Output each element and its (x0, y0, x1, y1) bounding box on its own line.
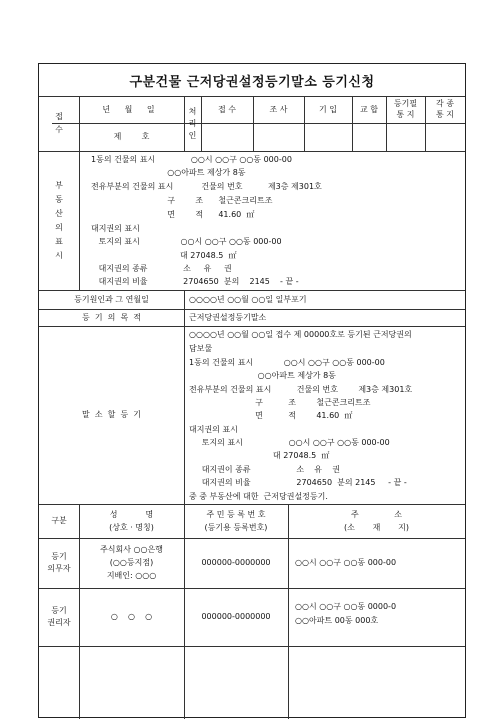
cancel-line: ○○○○년 ○○월 ○○일 접수 제 00000호로 등기된 근저당권의 (189, 330, 412, 339)
property-line: 구 조 철근콘크리트조 (91, 196, 273, 205)
parties-division-label: 구분 (51, 516, 67, 525)
holder-id: 000000-0000000 (201, 612, 271, 621)
form-title: 구분건물 근저당권설정등기말소 등기신청 (129, 74, 375, 90)
cancel-line: 대지권의 표시 (189, 425, 238, 434)
reception-col-review: 조 사 (269, 104, 288, 114)
cancel-line: ○○아파트 제상가 8동 (189, 371, 336, 380)
cancel-line: 중 중 부동산에 대한 근저당권설정등기. (189, 492, 328, 501)
cancel-line: 토지의 표시 ○○시 ○○구 ○○동 000-00 (189, 438, 390, 447)
property-line: ○○아파트 제상가 8동 (91, 168, 246, 177)
holder-address-line: ○○아파트 00동 000호 (295, 616, 379, 625)
cancel-line: 구 조 철근콘크리트조 (189, 398, 371, 407)
property-line: 면 적 41.60 ㎡ (91, 210, 255, 219)
obligor-name: 주식회사 ○○은행 (○○등지점) 지배인: ○○○ (100, 545, 163, 580)
holder-address-line: ○○시 ○○구 ○○동 0000-0 (295, 602, 397, 611)
property-line: 대지권의 표시 (91, 224, 140, 233)
reception-col-notice: 등기필 통 지 (393, 99, 418, 119)
reception-col-entry: 기 입 (319, 104, 337, 114)
property-line: 1동의 건물의 표시 ○○시 ○○구 ○○동 000-00 (91, 155, 292, 164)
cancel-line: 담보물 (189, 344, 213, 353)
reception-col-check: 교 합 (360, 104, 378, 114)
reception-number-label: 제 호 (113, 132, 150, 141)
holder-label: 등기 권리자 (47, 606, 71, 627)
registration-form (38, 63, 466, 718)
reception-col-each-notice: 각 종 통 지 (436, 99, 454, 119)
reception-date-label: 년 월 일 (102, 104, 161, 114)
processing-label: 처 리 인 (188, 106, 197, 140)
cancel-line: 대지권의 비율 2704650 분의 2145 - 끝 - (189, 478, 407, 487)
cancel-line: 면 적 41.60 ㎡ (189, 411, 353, 420)
purpose-value: 근저당권설정등기말소 (189, 313, 267, 322)
cancel-line: 대 27048.5 ㎡ (189, 451, 330, 460)
cancel-line: 전유부분의 건물의 표시 건물의 번호 제3층 제301호 (189, 385, 413, 394)
parties-address-header: 주 소 (소 재 지) (343, 509, 410, 532)
obligor-address: ○○시 ○○구 ○○동 000-00 (295, 558, 397, 567)
reception-label: 접 수 (55, 112, 63, 134)
parties-name-header: 성 명 (상호 · 명칭) (109, 509, 154, 532)
reception-col-receipt: 접 수 (218, 104, 236, 114)
parties-id-header: 주 민 등 록 번 호 (등기용 등록번호) (204, 509, 268, 532)
purpose-label: 등 기 의 목 적 (82, 312, 141, 322)
property-line: 대지권의 종류 소 유 권 (91, 264, 232, 273)
cause-value: ○○○○년 ○○월 ○○일 일부포기 (189, 295, 307, 304)
cancel-line: 대지권이 종류 소 유 권 (189, 465, 340, 474)
property-line: 대 27048.5 ㎡ (91, 251, 237, 260)
cancel-label: 말 소 할 등 기 (82, 410, 141, 419)
property-label: 부 동 산 의 표 시 (55, 180, 63, 260)
obligor-label: 등기 의무자 (47, 552, 71, 573)
holder-name: ○ ○ ○ (110, 612, 153, 621)
cancel-line: 1동의 건물의 표시 ○○시 ○○구 ○○동 000-00 (189, 358, 385, 367)
property-line: 토지의 표시 ○○시 ○○구 ○○동 000-00 (91, 237, 282, 246)
property-line: 전유부분의 건물의 표시 건물의 번호 제3층 제301호 (91, 182, 322, 191)
obligor-id: 000000-0000000 (201, 558, 271, 567)
cause-label: 등기원인과 그 연월일 (74, 294, 149, 304)
property-line: 대지권의 비율 2704650 분의 2145 - 끝 - (91, 277, 299, 286)
